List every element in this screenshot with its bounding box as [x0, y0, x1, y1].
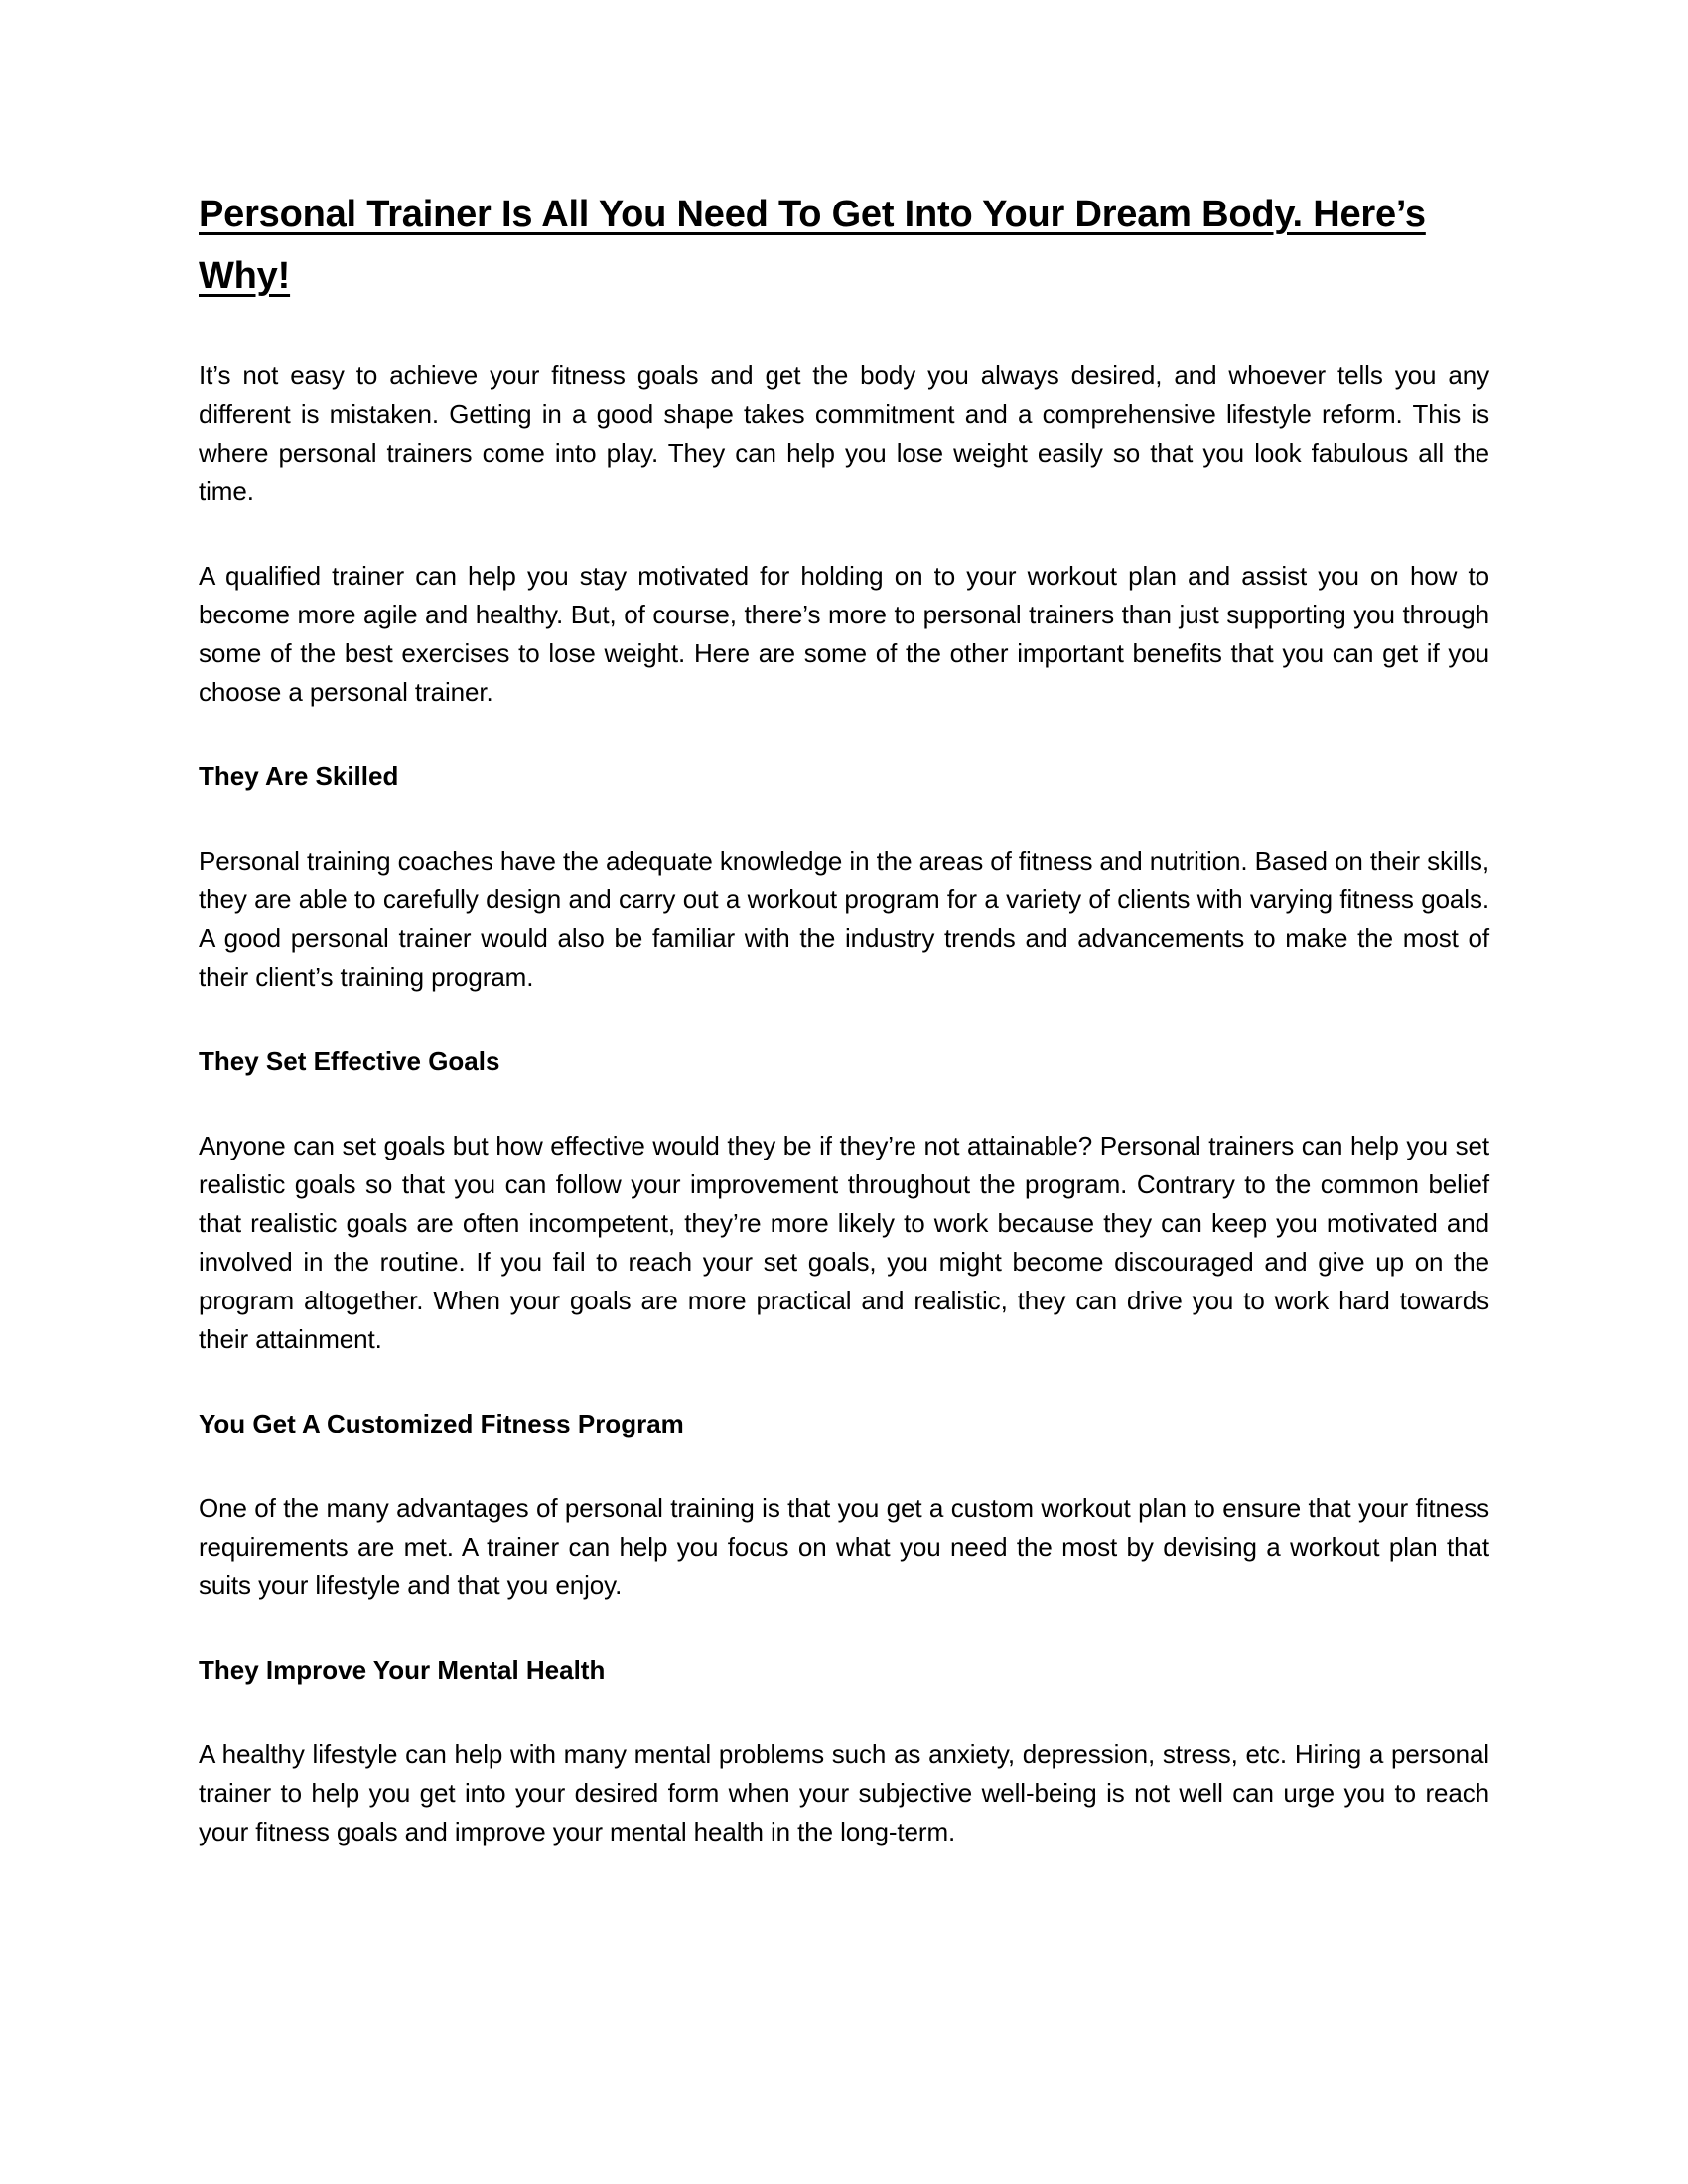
section-body-they-set-effective-goals: Anyone can set goals but how effective would they be if they’re not attainable? Personal trainers can help you set realistic goals so that you can follow your improvement throughout the program. Contrary to the common belief that realistic goals are often incompetent, they’re more likely to work because they can keep you motivated and involved in the routine. If you fail to reach your set goals, you might become discouraged and give up on the program altogether. When your goals are more practical and realistic, they can drive you to work hard towards their attainment. — [199, 1131, 1489, 1354]
section-body-customized-fitness-program: One of the many advantages of personal training is that you get a custom workout plan to ensure that your fitness requirements are met. A trainer can help you focus on what you need the most by devising a workout plan that suits your lifestyle and that you enjoy. — [199, 1493, 1489, 1600]
section-heading-customized-fitness-program: You Get A Customized Fitness Program — [199, 1409, 684, 1438]
section-heading-improve-mental-health: They Improve Your Mental Health — [199, 1655, 606, 1685]
section-heading-they-are-skilled: They Are Skilled — [199, 761, 399, 791]
section-body-they-are-skilled: Personal training coaches have the adequate knowledge in the areas of fitness and nutrition. Based on their skills, they are able to carefully design and carry out a workout program for a variety of clients with varying fitness goals. A good personal trainer would also be familiar with the industry trends and advancements to make the most of their client’s training program. — [199, 846, 1489, 992]
document-title: Personal Trainer Is All You Need To Get Into Your Dream Body. Here’s Why! — [199, 194, 1426, 297]
section-body-improve-mental-health: A healthy lifestyle can help with many mental problems such as anxiety, depression, stress, etc. Hiring a personal trainer to help you get into your desired form when your subjective well-being is not well can urge you to reach your fitness goals and improve your mental health in the long-term. — [199, 1739, 1489, 1846]
intro-paragraph-1: It’s not easy to achieve your fitness goals and get the body you always desired, and whoever tells you any different is mistaken. Getting in a good shape takes commitment and a comprehensive lifestyle reform. This is where personal trainers come into play. They can help you lose weight easily so that you look fabulous all the time. — [199, 360, 1489, 506]
intro-paragraph-2: A qualified trainer can help you stay motivated for holding on to your workout plan and assist you on how to become more agile and healthy. But, of course, there’s more to personal trainers than just supporting you through some of the best exercises to lose weight. Here are some of the other important benefits that you can get if you choose a personal trainer. — [199, 561, 1489, 707]
section-heading-they-set-effective-goals: They Set Effective Goals — [199, 1046, 500, 1076]
